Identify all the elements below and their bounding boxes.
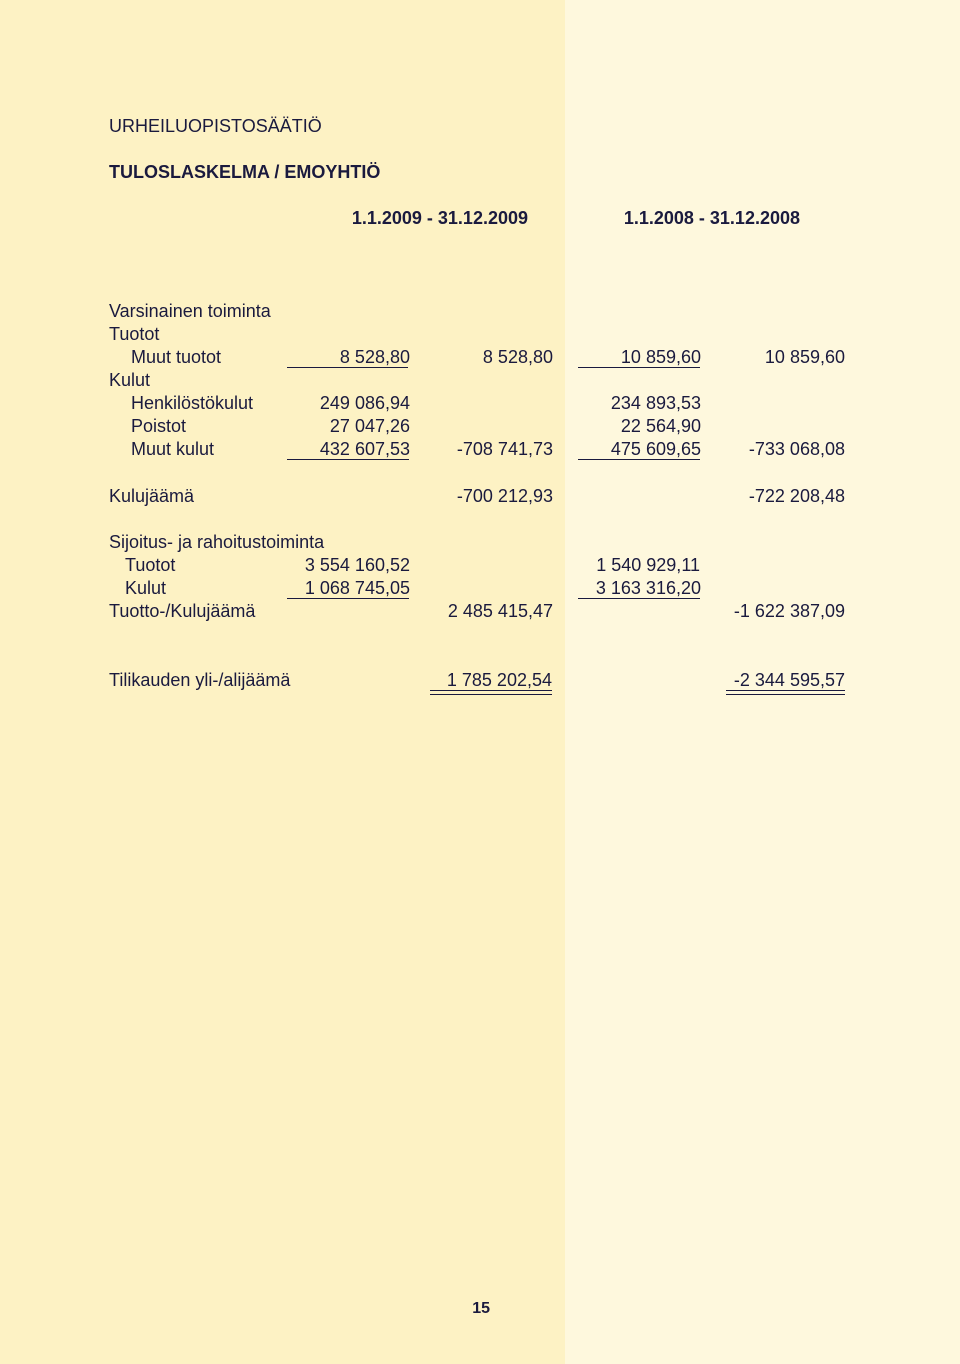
operations-deficit-2009: -700 212,93 (456, 486, 553, 506)
report-title: TULOSLASKELMA / EMOYHTIÖ (109, 162, 381, 182)
double-underline-top (430, 690, 552, 691)
costs-heading: Kulut (109, 370, 151, 390)
depreciation-2009: 27 047,26 (329, 416, 410, 436)
other-income-2009-detail: 8 528,80 (339, 347, 410, 367)
period-2008-header: 1.1.2008 - 31.12.2008 (623, 208, 800, 228)
organization-name: URHEILUOPISTOSÄÄTIÖ (109, 116, 322, 136)
period-result-2009: 1 785 202,54 (446, 670, 552, 690)
investment-income-label: Tuotot (125, 555, 176, 575)
depreciation-2008: 22 564,90 (620, 416, 701, 436)
operations-heading: Varsinainen toiminta (109, 301, 271, 321)
investment-result-label: Tuotto-/Kulujäämä (109, 601, 256, 621)
investment-costs-2008: 3 163 316,20 (595, 578, 701, 598)
depreciation-label: Poistot (131, 416, 187, 436)
investment-heading: Sijoitus- ja rahoitustoiminta (109, 532, 325, 552)
other-income-label: Muut tuotot (131, 347, 222, 367)
investment-costs-2009: 1 068 745,05 (304, 578, 410, 598)
underline (287, 367, 408, 368)
other-costs-2008-detail: 475 609,65 (610, 439, 701, 459)
investment-costs-label: Kulut (125, 578, 167, 598)
period-result-label: Tilikauden yli-/alijäämä (109, 670, 291, 690)
other-income-2008-total: 10 859,60 (764, 347, 845, 367)
other-costs-2009-detail: 432 607,53 (319, 439, 410, 459)
period-2009-header: 1.1.2009 - 31.12.2009 (351, 208, 528, 228)
double-underline-bottom (726, 694, 845, 695)
double-underline-top (726, 690, 845, 691)
page-number: 15 (472, 1300, 490, 1317)
other-costs-label: Muut kulut (131, 439, 215, 459)
costs-total-2008: -733 068,08 (748, 439, 845, 459)
personnel-costs-2008: 234 893,53 (610, 393, 701, 413)
period-result-2008: -2 344 595,57 (733, 670, 845, 690)
personnel-costs-label: Henkilöstökulut (131, 393, 254, 413)
investment-income-2008: 1 540 929,11 (596, 555, 700, 575)
underline (578, 598, 700, 599)
investment-result-2009: 2 485 415,47 (447, 601, 553, 621)
costs-total-2009: -708 741,73 (456, 439, 553, 459)
income-heading: Tuotot (109, 324, 160, 344)
underline (287, 598, 409, 599)
other-income-2008-detail: 10 859,60 (620, 347, 701, 367)
operations-deficit-label: Kulujäämä (109, 486, 195, 506)
double-underline-bottom (430, 694, 552, 695)
personnel-costs-2009: 249 086,94 (319, 393, 410, 413)
underline (578, 367, 700, 368)
operations-deficit-2008: -722 208,48 (748, 486, 845, 506)
investment-result-2008: -1 622 387,09 (733, 601, 845, 621)
underline (287, 459, 409, 460)
investment-income-2009: 3 554 160,52 (304, 555, 410, 575)
underline (578, 459, 700, 460)
other-income-2009-total: 8 528,80 (482, 347, 553, 367)
